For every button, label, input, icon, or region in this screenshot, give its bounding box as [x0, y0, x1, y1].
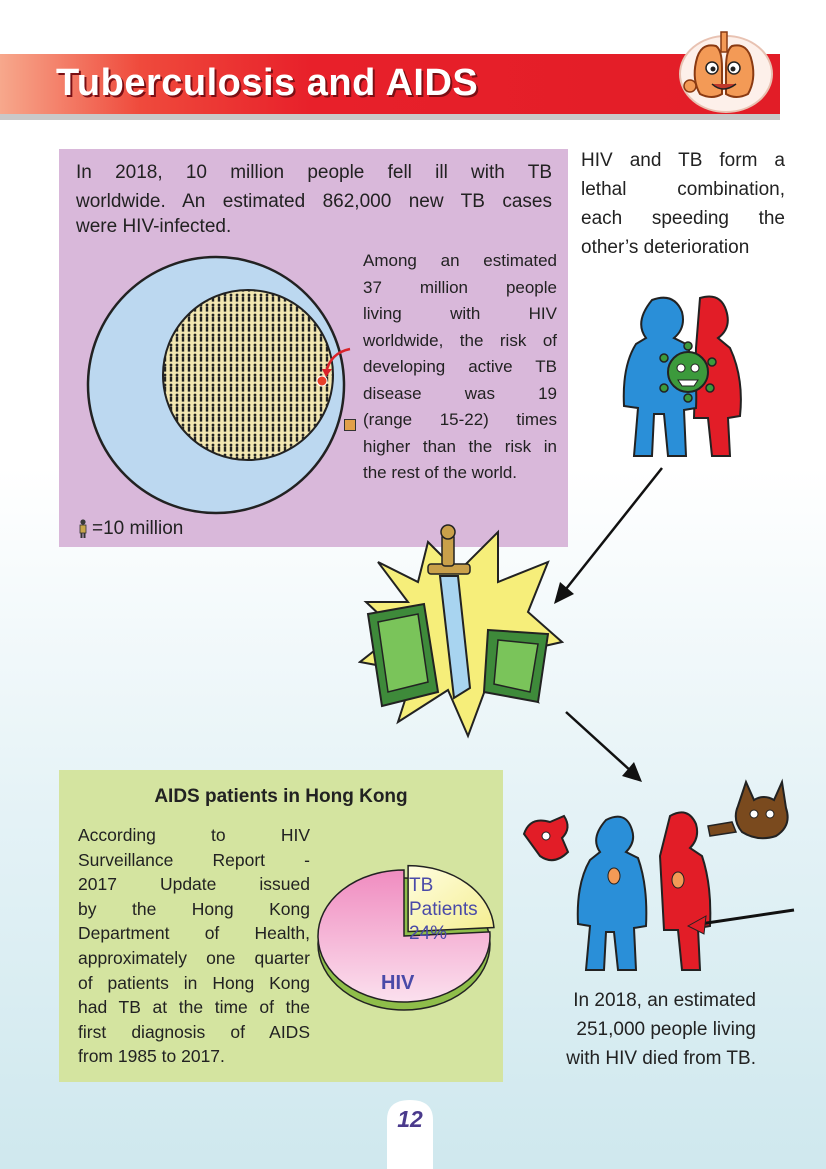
- hk-aids-line: from 1985 to 2017.: [78, 1046, 225, 1067]
- hiv-risk-line: the rest of the world.: [363, 463, 518, 482]
- hiv-tb-line: each speeding the: [581, 208, 785, 229]
- hiv-risk-line: 37 million people: [363, 277, 557, 297]
- hiv-risk-line: (range 15-22) times: [363, 410, 557, 429]
- hiv-risk-line: higher than the risk in: [363, 436, 557, 456]
- hk-aids-line: Department of Health,: [78, 923, 310, 944]
- hiv-risk-line: living with HIV: [363, 304, 557, 323]
- hiv-risk-line: disease was 19: [363, 383, 557, 403]
- hiv-patients-figures-illustration: [510, 776, 800, 972]
- pie-label-hiv: HIV: [381, 972, 415, 994]
- hk-aids-line: According to HIV: [78, 825, 310, 845]
- hiv-risk-text: [363, 248, 557, 487]
- tb-deaths-line: 251,000 people living: [576, 1019, 756, 1040]
- hk-aids-line: 2017 Update issued: [78, 874, 310, 895]
- hk-aids-title: AIDS patients in Hong Kong: [154, 786, 408, 807]
- hiv-tb-line: HIV and TB form a: [581, 150, 785, 171]
- title-banner-shadow: [0, 114, 780, 120]
- hk-aids-line: by the Hong Kong: [78, 898, 310, 919]
- tb-intro-text: [76, 158, 552, 216]
- hiv-tb-combination-text: [581, 146, 785, 262]
- hk-aids-line: Surveillance Report -: [78, 849, 310, 870]
- hk-aids-text: [78, 823, 310, 1069]
- tb-deaths-line: with HIV died from TB.: [566, 1048, 756, 1069]
- pie-label-tb-pct: 24%: [409, 923, 448, 944]
- pie-label-tb-line2: Patients: [409, 899, 478, 920]
- sword-book-explosion-illustration: [358, 522, 564, 740]
- tb-intro-line: worldwide. An estimated 862,000 new TB cases: [76, 191, 552, 212]
- tb-deaths-text: [534, 986, 756, 1073]
- hk-aids-line: of patients in Hong Kong: [78, 972, 310, 993]
- tb-intro-line: were HIV-infected.: [76, 216, 232, 237]
- hiv-risk-line: developing active TB: [363, 357, 557, 376]
- hiv-tb-line: lethal combination,: [581, 179, 785, 200]
- hiv-risk-line: Among an estimated: [363, 251, 557, 270]
- hk-aids-line: had TB at the time of the: [78, 997, 310, 1018]
- pie-label-tb-line1: TB: [409, 875, 434, 896]
- legend-label: =10 million: [92, 518, 184, 539]
- hiv-risk-line: worldwide, the risk of: [363, 330, 557, 350]
- hk-aids-line: approximately one quarter: [78, 947, 310, 968]
- arrow-down-left-icon: [548, 464, 670, 608]
- hk-aids-line: first diagnosis of AIDS: [78, 1021, 310, 1042]
- population-circles-diagram: [78, 253, 358, 517]
- pie-label-tb: [409, 874, 478, 946]
- legend-square-icon: [344, 419, 356, 431]
- page-number: 12: [397, 1106, 423, 1132]
- tb-intro-line: In 2018, 10 million people fell ill with TB: [76, 162, 552, 183]
- person-icon: [77, 519, 89, 539]
- tb-deaths-line: In 2018, an estimated: [573, 990, 756, 1011]
- hiv-tb-line: other’s deterioration: [581, 237, 750, 258]
- hiv-tb-figures-illustration: [614, 288, 754, 460]
- page-title: Tuberculosis and AIDS: [56, 62, 479, 104]
- lung-mascot-icon: [676, 28, 774, 114]
